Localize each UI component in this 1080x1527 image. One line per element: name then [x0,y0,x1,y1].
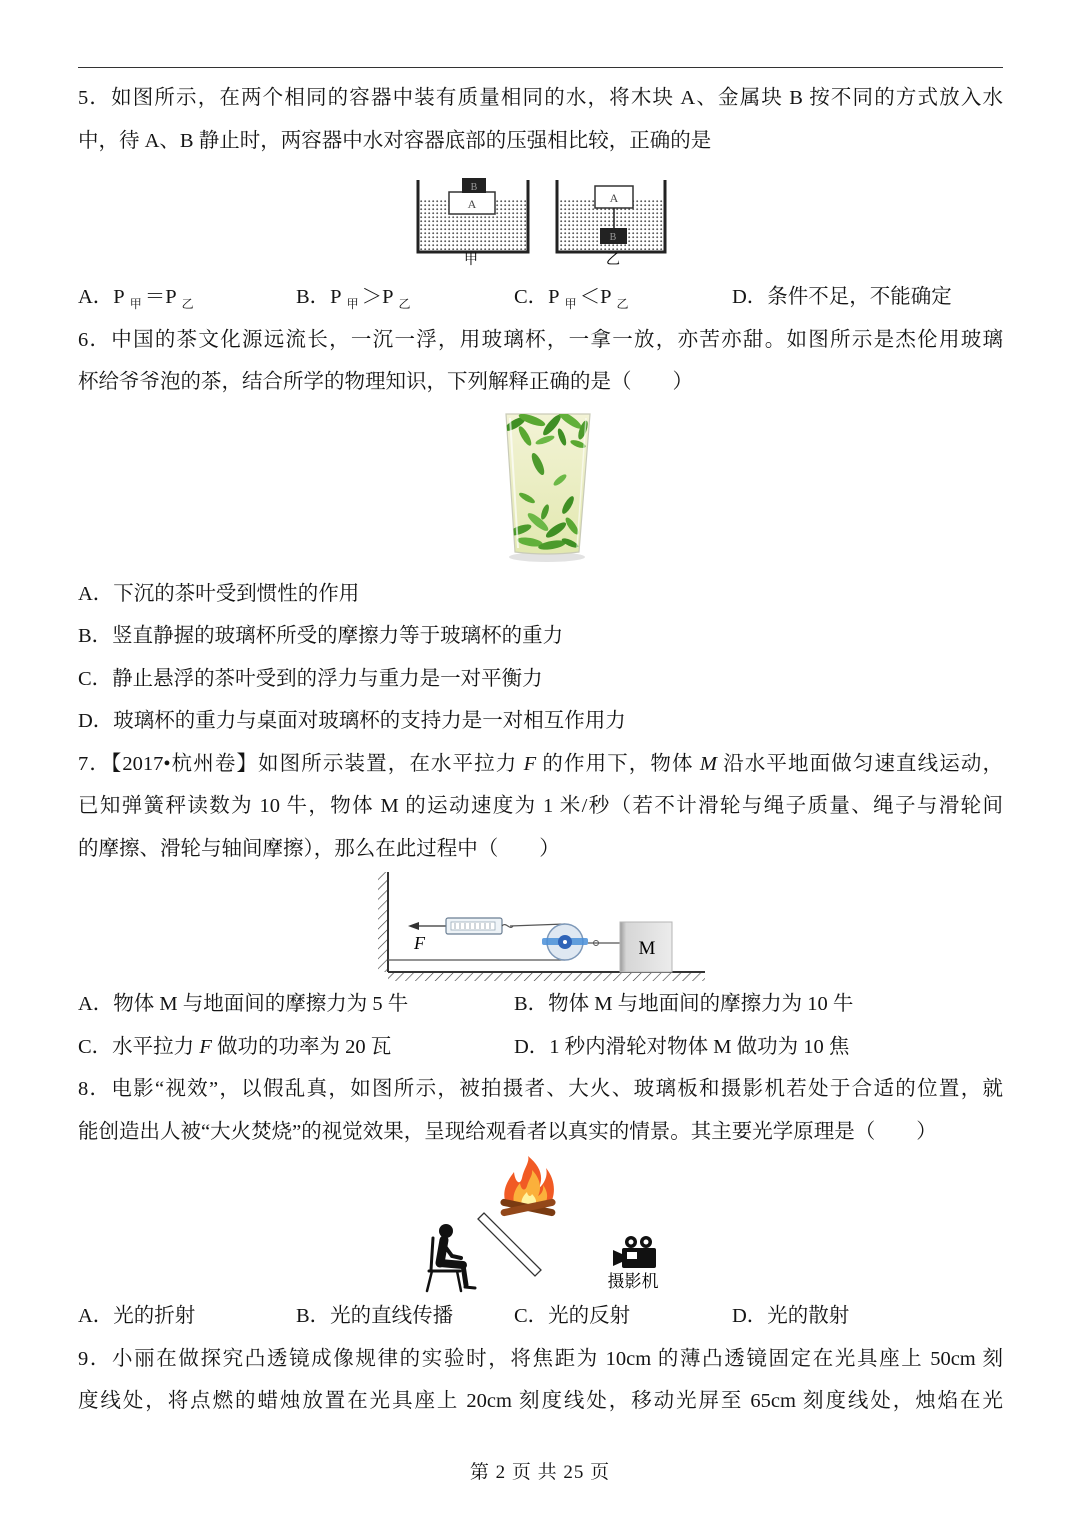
option-text: C．水平拉力 [78,1036,200,1058]
option-text: A．P [78,286,125,308]
subscript: 甲 [564,297,577,311]
tea-glass-figure [498,408,598,568]
q5-option-a [78,284,197,310]
force-label: F [414,933,425,953]
ground-hatching [388,972,705,981]
q5-stem-line-1: 5．如图所示，在两个相同的容器中装有质量相同的水，将木块 A、金属块 B 按不同的方式放入水 [78,87,1003,109]
stem-text: 沿水平地面做匀速直线运动， [716,753,1003,775]
seated-person-icon [427,1224,475,1291]
object-variable: M [699,753,717,775]
q5-stem-line-2: 中，待 A、B 静止时，两容器中水对容器底部的压强相比较，正确的是 [78,130,712,152]
option-text: B．P [296,286,342,308]
q8-stem-line-2: 能创造出人被“大火焚烧”的视觉效果，呈现给观看者以真实的情景。其主要光学原理是（ ） [78,1121,937,1143]
q7-option-d: D．1 秒内滑轮对物体 M 做功为 10 焦 [514,1036,850,1058]
q5-option-b [296,284,414,310]
container-right-label: 乙 [606,253,620,268]
q6-option-d: D．玻璃杯的重力与桌面对玻璃杯的支持力是一对相互作用力 [78,710,626,732]
q6-stem-line-2: 杯给爷爷泡的茶，结合所学的物理知识，下列解释正确的是（ ） [78,371,693,393]
q9-stem-line-1: 9．小丽在做探究凸透镜成像规律的实验时，将焦距为 10cm 的薄凸透镜固定在光具座上 50cm 刻 [78,1348,1003,1370]
wood-block-right-label: A [609,191,619,205]
q7-option-b: B．物体 M 与地面间的摩擦力为 10 牛 [514,993,854,1015]
q8-stem-line-1: 8．电影“视效”，以假乱真，如图所示，被拍摄者、大火、玻璃板和摄影机若处于合适的位置，就 [78,1078,1003,1100]
option-text: ＞P [361,286,394,308]
option-text: ＜P [579,286,612,308]
subscript: 乙 [181,297,194,311]
header-rule [78,67,1003,68]
movie-camera-icon [613,1236,656,1268]
q6-option-b: B．竖直静握的玻璃杯所受的摩擦力等于玻璃杯的重力 [78,625,564,647]
q8-option-a: A．光的折射 [78,1305,196,1327]
spring-balance [446,918,513,934]
q9-stem-line-2: 度线处，将点燃的蜡烛放置在光具座上 20cm 刻度线处，移动光屏至 65cm 刻度线处，烛焰在光 [78,1390,1003,1412]
option-text: C．P [514,286,560,308]
stem-text: 的作用下，物体 [536,753,700,775]
camera-label: 摄影机 [607,1272,659,1291]
subscript: 乙 [616,297,629,311]
q6-stem-line-1: 6．中国的茶文化源远流长，一沉一浮，用玻璃杯，一拿一放，亦苦亦甜。如图所示是杰伦用玻璃 [78,329,1003,351]
q8-option-c: C．光的反射 [514,1305,631,1327]
option-text: 做功的功率为 20 瓦 [211,1036,392,1058]
subscript: 甲 [346,297,359,311]
force-arrow [408,922,446,930]
q6-option-c: C．静止悬浮的茶叶受到的浮力与重力是一对平衡力 [78,668,543,690]
q8-option-d: D．光的散射 [732,1305,850,1327]
pulley [542,924,588,960]
q5-containers-figure [410,170,675,270]
q8-option-b: B．光的直线传播 [296,1305,454,1327]
glass-plate [478,1213,541,1276]
container-left [418,178,528,268]
metal-block-left-label: B [470,182,478,193]
q7-option-a: A．物体 M 与地面间的摩擦力为 5 牛 [78,993,409,1015]
force-variable: F [523,753,537,775]
fire-icon [500,1156,556,1217]
subscript: 甲 [129,297,142,311]
stem-text: 7．【2017•杭州卷】如图所示装置，在水平拉力 [78,753,524,775]
container-right [557,180,665,268]
q6-option-a: A．下沉的茶叶受到惯性的作用 [78,583,360,605]
wood-block-left-label: A [467,197,477,211]
block-m-label: M [638,938,656,959]
subscript: 乙 [398,297,411,311]
pulley-setup-figure [370,865,710,985]
wall-hatching [378,872,388,972]
q7-option-c [78,1034,391,1060]
q7-stem-line-2: 已知弹簧秤读数为 10 牛，物体 M 的运动速度为 1 米/秒（若不计滑轮与绳子质量、绳子与滑轮间 [78,795,1003,817]
q5-option-c [514,284,632,310]
metal-block-right-label: B [609,232,617,243]
page-number: 第 2 页 共 25 页 [469,1462,611,1483]
q7-stem-line-1 [78,751,1003,777]
force-variable: F [199,1036,212,1058]
film-effect-figure [415,1150,675,1295]
option-text: ＝P [144,286,177,308]
q5-option-d: D．条件不足，不能确定 [732,286,952,308]
q7-stem-line-3: 的摩擦、滑轮与轴间摩擦），那么在此过程中（ ） [78,838,560,860]
container-left-label: 甲 [464,253,478,268]
